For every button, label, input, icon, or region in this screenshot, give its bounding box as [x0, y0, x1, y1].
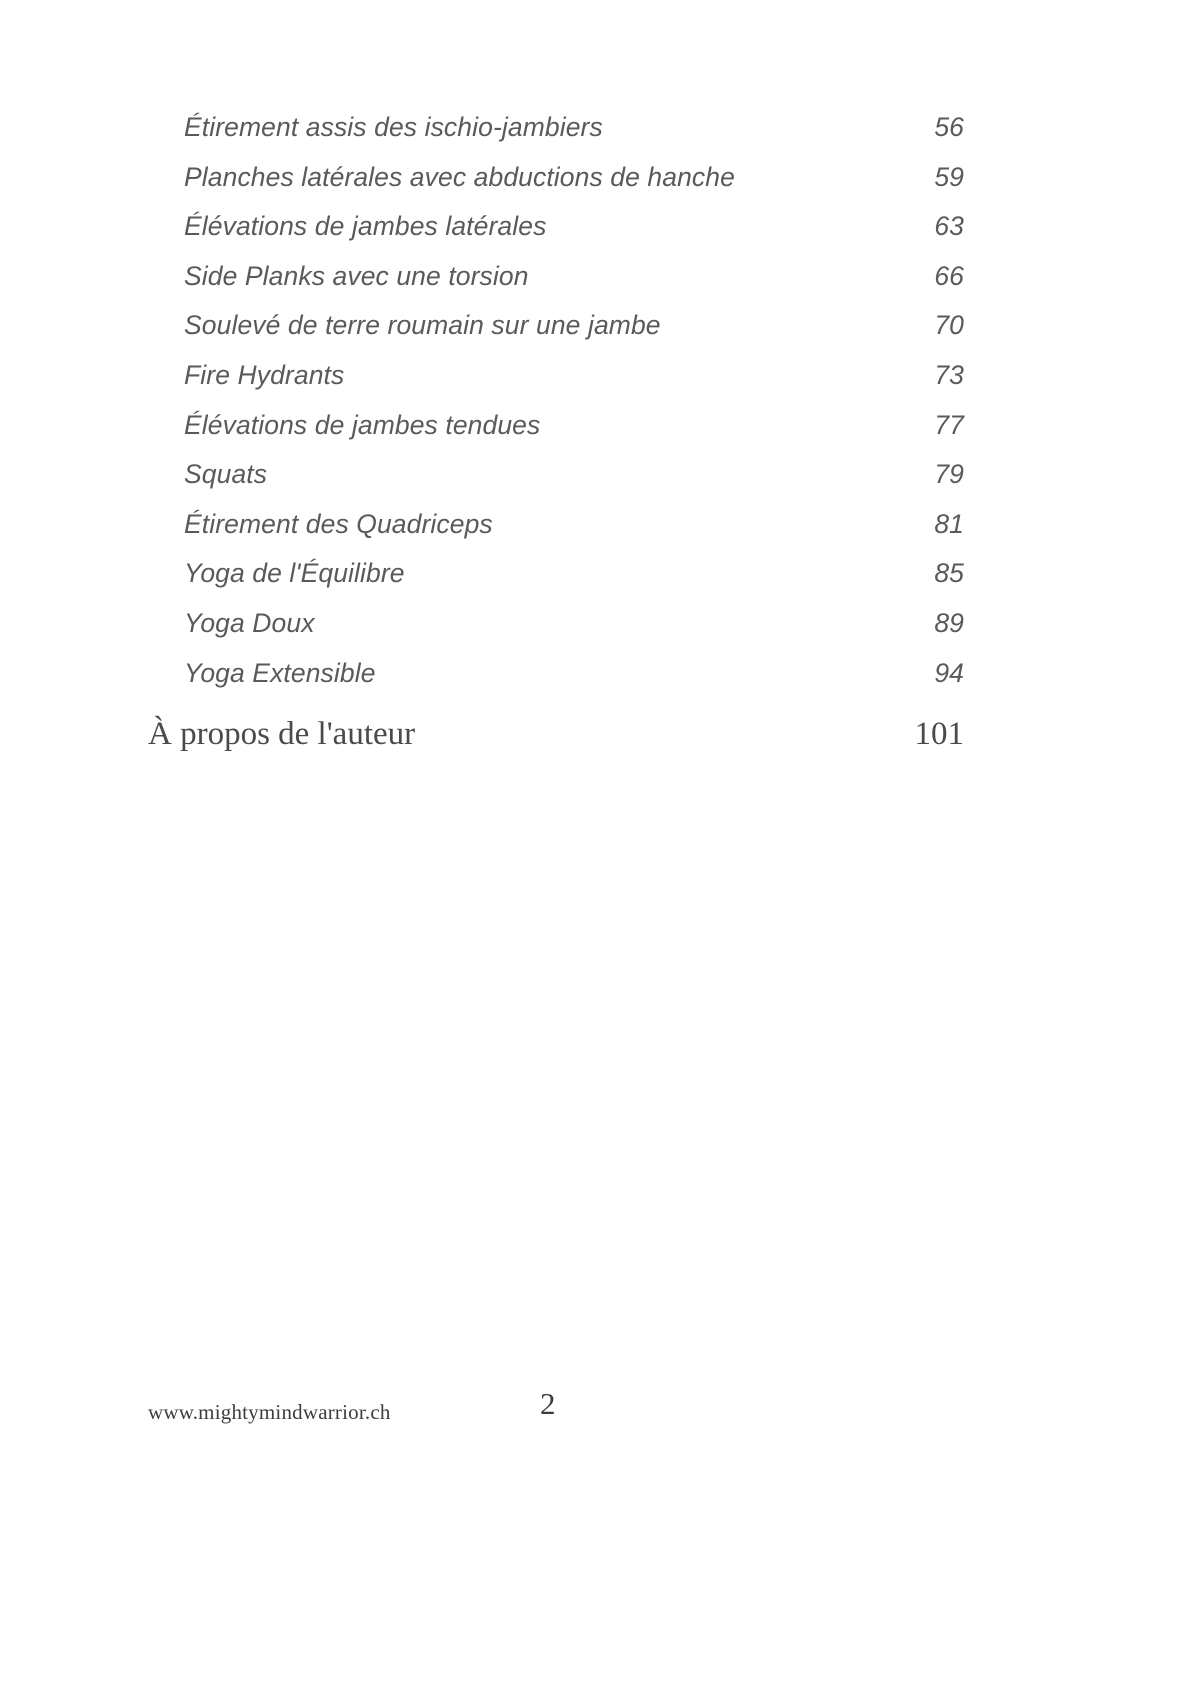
footer-website-url: www.mightymindwarrior.ch: [148, 1400, 391, 1424]
toc-entry-title: Étirement assis des ischio-jambiers: [184, 112, 603, 142]
toc-entry[interactable]: [184, 162, 964, 212]
page-footer: [0, 1386, 1192, 1446]
toc-entry-page-number: 85: [934, 558, 964, 589]
footer-page-number: 2: [540, 1386, 556, 1421]
toc-entry[interactable]: [184, 261, 964, 311]
table-of-contents-list: [184, 112, 964, 707]
toc-entry-page-number: 79: [934, 459, 964, 490]
toc-entry[interactable]: [184, 310, 964, 360]
toc-entry-page-number: 70: [934, 310, 964, 341]
toc-entry-page-number: 81: [934, 508, 964, 539]
toc-entry-page-number: 73: [934, 359, 964, 390]
toc-entry[interactable]: [184, 410, 964, 460]
toc-entry-page-number: 59: [934, 161, 964, 192]
toc-entry-title: Élévations de jambes tendues: [184, 409, 541, 440]
toc-entry[interactable]: [184, 509, 964, 559]
toc-chapter-title: À propos de l'auteur: [148, 716, 416, 752]
toc-entry-title: Planches latérales avec abductions de hanche: [184, 161, 735, 192]
toc-entry[interactable]: [184, 558, 964, 608]
toc-entry-page-number: 89: [934, 607, 964, 638]
toc-entry[interactable]: [184, 658, 964, 708]
toc-entry[interactable]: [184, 459, 964, 509]
toc-chapter-page-number: 101: [914, 716, 964, 752]
toc-entry-page-number: 56: [934, 112, 964, 142]
toc-entry[interactable]: [184, 608, 964, 658]
toc-entry-title: Squats: [184, 459, 268, 490]
toc-entry-title: Yoga de l'Équilibre: [184, 558, 405, 589]
toc-entry-title: Étirement des Quadriceps: [184, 508, 493, 539]
toc-entry[interactable]: [184, 112, 964, 162]
toc-chapter-entry[interactable]: [148, 716, 964, 753]
toc-entry-title: Yoga Extensible: [184, 657, 376, 688]
toc-entry-page-number: 77: [934, 409, 964, 440]
toc-entry-title: Fire Hydrants: [184, 359, 345, 390]
toc-entry-title: Élévations de jambes latérales: [184, 211, 547, 242]
toc-entry-page-number: 63: [934, 211, 964, 242]
toc-entry[interactable]: [184, 211, 964, 261]
toc-entry-title: Side Planks avec une torsion: [184, 260, 529, 291]
toc-entry[interactable]: [184, 360, 964, 410]
toc-entry-title: Yoga Doux: [184, 607, 315, 638]
toc-entry-page-number: 66: [934, 260, 964, 291]
toc-entry-title: Soulevé de terre roumain sur une jambe: [184, 310, 661, 341]
toc-entry-page-number: 94: [934, 657, 964, 688]
